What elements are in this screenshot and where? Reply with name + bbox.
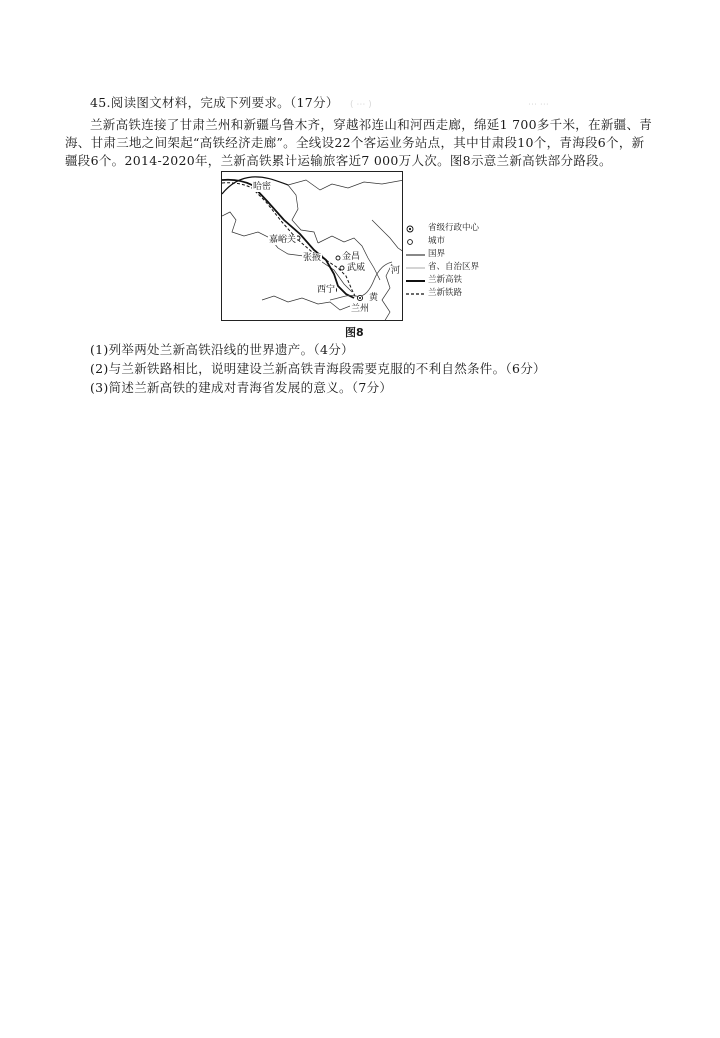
provincial-border [262, 296, 362, 312]
bleed-through-mark: ( ⋯ ) [350, 100, 372, 110]
legend-provincial-border [404, 261, 484, 273]
label-xining: 西宁 [317, 285, 336, 295]
city-marker [336, 256, 340, 260]
legend-railway [404, 287, 484, 299]
national-border-line-icon [406, 251, 426, 259]
city-marker [340, 266, 344, 270]
legend-label: 省级行政中心 [428, 223, 480, 233]
figure-8 [221, 171, 480, 321]
legend-city [404, 235, 484, 247]
provincial-capital-dot [359, 297, 361, 299]
provincial-border-line-icon [406, 264, 426, 272]
label-jiayuguan: 嘉峪关 [269, 235, 297, 245]
railway-line-icon [406, 290, 426, 298]
question-title: 45.阅读图文材料，完成下列要求。（17分） [90, 95, 339, 110]
legend-high-speed-rail [404, 274, 484, 286]
sub-question-2: (2)与兰新铁路相比，说明建设兰新高铁青海段需要克服的不利自然条件。（6分） [90, 361, 546, 376]
bleed-through-mark: ⋯ ⋯ [528, 100, 549, 110]
route-map [221, 171, 403, 321]
legend-label: 城市 [428, 236, 446, 246]
material-line-2: 海、甘肃三地之间架起“高铁经济走廊”。全线设22个客运业务站点，其中甘肃段10个，青海段6个，新 [65, 135, 645, 150]
label-wuwei: 武威 [347, 263, 366, 273]
label-jinchang: 金昌 [342, 252, 361, 262]
legend-label: 兰新铁路 [428, 288, 463, 298]
figure-caption: 图8 [345, 326, 364, 339]
label-zhangye: 张掖 [303, 253, 322, 263]
label-hami: 哈密 [253, 182, 272, 192]
city-icon [406, 238, 424, 246]
label-huang: 黄 [369, 293, 379, 303]
provincial-capital-icon [406, 225, 424, 233]
legend-label: 省、自治区界 [428, 262, 480, 272]
material-line-3: 疆段6个。2014-2020年，兰新高铁累计运输旅客近7 000万人次。图8示意兰新高铁部分路段。 [65, 153, 612, 168]
high-speed-rail-line-icon [406, 277, 426, 285]
legend-label: 国界 [428, 249, 446, 259]
label-he: 河 [391, 266, 401, 276]
material-line-1: 兰新高铁连接了甘肃兰州和新疆乌鲁木齐，穿越祁连山和河西走廊，绵延1 700多千米，在新疆、青 [90, 117, 653, 132]
provincial-border [372, 220, 403, 252]
sub-question-3: (3)简述兰新高铁的建成对青海省发展的意义。（7分） [90, 380, 393, 395]
legend-provincial-capital [404, 222, 484, 234]
provincial-border [288, 180, 403, 190]
legend-national-border [404, 248, 484, 260]
label-lanzhou: 兰州 [351, 304, 370, 314]
sub-question-1: (1)列举两处兰新高铁沿线的世界遗产。（4分） [90, 342, 354, 357]
legend-label: 兰新高铁 [428, 275, 463, 285]
